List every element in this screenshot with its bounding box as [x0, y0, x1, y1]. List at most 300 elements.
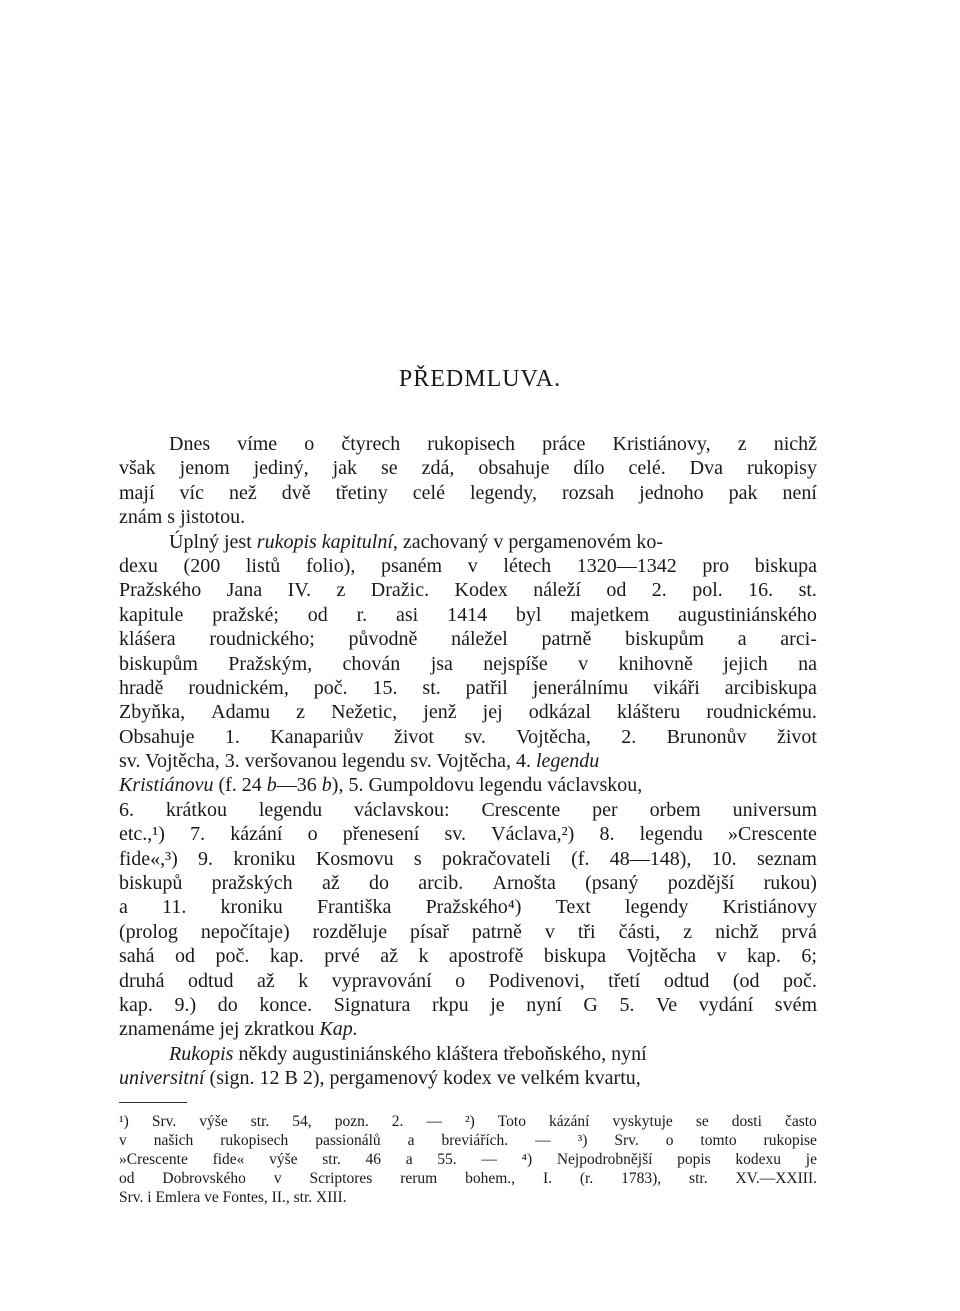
word: 9.: [198, 847, 214, 870]
word: od: [307, 603, 328, 626]
word: jejich: [723, 652, 768, 675]
word: rukopise: [763, 1132, 817, 1149]
word: jednoho: [639, 481, 704, 504]
word: konce.: [259, 993, 313, 1016]
word: sahá: [119, 945, 155, 968]
word: legendu: [258, 798, 323, 821]
text-line: [119, 652, 817, 676]
word: přenesení: [342, 823, 420, 846]
text-line: [119, 847, 817, 871]
word: Pražského: [119, 579, 202, 602]
italic-run: Kap.: [319, 1018, 358, 1041]
word: 15.: [372, 676, 398, 699]
text-line: [119, 944, 817, 968]
word: 55.: [437, 1151, 457, 1168]
word: majetkem: [570, 603, 650, 626]
word: Srv.: [614, 1132, 639, 1149]
word: o: [304, 433, 315, 455]
word: kláśera: [119, 628, 176, 651]
word: v: [273, 1170, 282, 1187]
word: biskupům: [119, 652, 198, 675]
word: roudnickém,: [188, 676, 289, 699]
word: 46: [365, 1151, 381, 1168]
word: —: [426, 1113, 442, 1130]
word: pak: [728, 481, 758, 504]
text-line: [119, 676, 817, 700]
word: víc: [179, 481, 204, 504]
word: sv.: [444, 823, 466, 846]
word: a: [405, 1151, 413, 1168]
word: je: [490, 993, 505, 1016]
word: hradě: [119, 676, 164, 699]
text-run-group: [119, 773, 642, 797]
word: je: [805, 1151, 817, 1168]
word: Kristiánovy: [722, 896, 817, 919]
word: arcibiskupa: [724, 676, 817, 699]
word: do: [368, 872, 389, 895]
word: výše: [269, 1151, 298, 1168]
word: chován: [342, 652, 401, 675]
word: 7.: [190, 823, 206, 846]
word: I.: [542, 1170, 552, 1187]
word: Crescente: [481, 798, 561, 821]
word: prvá: [781, 920, 817, 943]
word: legendy,: [469, 481, 537, 504]
text-line: [119, 871, 817, 895]
word: kap.: [747, 945, 781, 968]
word: G: [583, 993, 598, 1016]
word: písař: [410, 920, 449, 943]
word: (psaný: [585, 872, 639, 895]
word: vikáři: [653, 676, 700, 699]
page-title: PŘEDMLUVA.: [398, 366, 562, 392]
text-line: [119, 725, 817, 749]
text-line: [119, 1017, 817, 1041]
word: fide«,³): [119, 847, 178, 870]
word: roudnického;: [209, 628, 315, 651]
word: per: [592, 798, 618, 821]
word: z: [683, 920, 693, 943]
word: Brunonův: [666, 725, 747, 748]
word: pro: [702, 554, 730, 577]
word: z: [737, 433, 747, 455]
word: nichž: [715, 920, 759, 943]
text-run-group: [119, 749, 599, 773]
word: jediný,: [253, 457, 309, 480]
word: (r.: [579, 1170, 594, 1187]
italic-run: Rukopis: [169, 1042, 234, 1065]
text-line: [119, 895, 817, 919]
word: klášteru: [617, 701, 681, 724]
word: vypravování: [331, 969, 432, 992]
word: biskupa: [754, 554, 817, 577]
word: dílo: [573, 457, 605, 480]
text-line: [119, 969, 817, 993]
word: jak: [332, 457, 358, 480]
word: v: [544, 920, 555, 943]
word: až: [321, 872, 340, 895]
word: kroniku: [220, 896, 283, 919]
word: Obsahuje: [119, 725, 195, 748]
word: patrně: [471, 920, 522, 943]
word: Pražského⁴): [425, 896, 522, 919]
footnote-separator: [119, 1102, 187, 1103]
word: poč.: [782, 969, 817, 992]
word: se: [380, 457, 398, 480]
word: kodexu: [735, 1151, 782, 1168]
word: 48—148),: [609, 847, 692, 870]
word: Zbyňka,: [119, 701, 186, 724]
word: arcib.: [418, 872, 464, 895]
main-text: [119, 432, 817, 1091]
word: (200: [183, 554, 221, 577]
word: biskupa: [543, 945, 607, 968]
word: fide«: [212, 1151, 245, 1168]
text-run: (sign. 12 B 2), pergamenový kodex ve velkém kvartu,: [204, 1067, 641, 1090]
word: rozsah: [561, 481, 615, 504]
word: k: [298, 969, 309, 992]
word: str.: [689, 1170, 708, 1187]
word: patrně: [541, 628, 592, 651]
italic-run: universitní: [119, 1067, 205, 1090]
text-line: [119, 749, 817, 773]
word: 6;: [801, 945, 817, 968]
word: 1414: [447, 603, 488, 626]
text-line: [119, 627, 817, 651]
word: 16.: [748, 579, 774, 602]
word: jenž: [423, 701, 457, 724]
footnotes: [119, 1112, 817, 1207]
word: o: [665, 1132, 674, 1149]
word: st.: [798, 579, 817, 602]
word: etc.,¹): [119, 823, 165, 846]
word: —: [535, 1132, 551, 1149]
word: psaném: [381, 554, 443, 577]
word: 2.: [651, 579, 667, 602]
text-run: Úplný jest: [169, 530, 257, 553]
word: 10.: [711, 847, 737, 870]
italic-run: Kristiánovu: [119, 774, 214, 797]
word: str.: [322, 1151, 341, 1168]
text-run: sv. Vojtěcha, 3. veršovanou legendu sv. Vojtěcha, 4.: [119, 750, 536, 773]
word: str.: [250, 1113, 270, 1130]
word: práce: [542, 433, 586, 455]
text-run: znám s jistotou.: [119, 506, 246, 529]
word: bohem.,: [465, 1170, 516, 1187]
word: až: [380, 945, 398, 968]
word: v: [119, 1132, 127, 1149]
word: náležel: [451, 628, 508, 651]
word: od: [175, 945, 196, 968]
word: z: [336, 579, 346, 602]
word: kap.: [119, 993, 153, 1016]
text-line: [119, 798, 817, 822]
word: byl: [515, 603, 542, 626]
text-run-group: [119, 1066, 641, 1090]
word: vyskytuje: [612, 1113, 673, 1130]
word: od: [606, 579, 627, 602]
word: 54,: [292, 1113, 312, 1130]
word: Arnošta: [492, 872, 556, 895]
word: a: [737, 628, 747, 651]
word: apostrofě: [448, 945, 524, 968]
word: nichž: [773, 433, 817, 455]
word: ⁴): [521, 1151, 533, 1168]
word: Srv.: [151, 1113, 177, 1130]
word: rozděluje: [312, 920, 388, 943]
word: kap.: [269, 945, 304, 968]
text-line: [119, 700, 817, 724]
footnote-line: [119, 1131, 817, 1150]
text-line: [119, 554, 817, 578]
text-run: —36: [276, 774, 322, 797]
word: Dnes: [169, 433, 211, 455]
word: není: [782, 481, 817, 504]
word: svém: [774, 993, 817, 1016]
word: Václava,²): [491, 823, 575, 846]
word: dexu: [119, 554, 158, 577]
word: o: [455, 969, 466, 992]
word: pozdější: [667, 872, 735, 895]
word: 11.: [162, 896, 187, 919]
word: odkázal: [528, 701, 591, 724]
word: r.: [356, 603, 368, 626]
word: Dražic.: [370, 579, 430, 602]
word: nyní: [526, 993, 562, 1016]
word: folio),: [305, 554, 356, 577]
word: Dobrovského: [162, 1170, 246, 1187]
word: život: [393, 725, 434, 748]
text-run: (f. 24: [213, 774, 267, 797]
word: 1.: [224, 725, 240, 748]
word: často: [784, 1113, 817, 1130]
word: Dva: [689, 457, 723, 480]
word: 2.: [621, 725, 637, 748]
word: o: [307, 823, 318, 846]
word: Signatura: [333, 993, 411, 1016]
word: na: [798, 652, 817, 675]
word: Toto: [497, 1113, 526, 1130]
word: Scriptores: [309, 1170, 373, 1187]
word: 2.: [391, 1113, 404, 1130]
word: patřil: [465, 676, 508, 699]
word: pražských: [211, 872, 293, 895]
italic-run: legendu: [535, 750, 600, 773]
text-run: znamenáme jej zkratkou: [119, 1018, 320, 1041]
word: 1783),: [621, 1170, 662, 1187]
word: listů: [245, 554, 281, 577]
word: jenerálnímu: [532, 676, 629, 699]
word: k: [418, 945, 429, 968]
word: Kosmovu: [315, 847, 394, 870]
word: až: [257, 969, 275, 992]
word: Adamu: [211, 701, 271, 724]
word: Kanapariův: [270, 725, 364, 748]
word: třetiny: [335, 481, 388, 504]
word: zdá,: [421, 457, 455, 480]
word: (prolog: [119, 920, 178, 943]
footnote-line: [119, 1150, 817, 1169]
word: Pražským,: [228, 652, 313, 675]
word: »Crescente: [728, 823, 817, 846]
word: odtud: [188, 969, 234, 992]
word: tři: [577, 920, 596, 943]
word: rerum: [400, 1170, 438, 1187]
word: pražské;: [212, 603, 279, 626]
text-line: [119, 456, 817, 480]
word: arci-: [780, 628, 817, 651]
word: Podivenovi,: [488, 969, 585, 992]
word: »Crescente: [119, 1151, 188, 1168]
italic-run: rukopis kapitulní,: [256, 530, 398, 553]
word: legendy: [625, 896, 689, 919]
word: náleží: [533, 579, 581, 602]
word: poč.: [215, 945, 250, 968]
text-run: ), 5. Gumpoldovu legendu václavskou,: [331, 774, 643, 797]
word: Kristiánovy,: [612, 433, 711, 455]
word: breviářích.: [441, 1132, 509, 1149]
word: původně: [348, 628, 418, 651]
word: universum: [732, 798, 817, 821]
word: a: [407, 1132, 415, 1149]
word: biskupů: [119, 872, 183, 895]
word: sv.: [464, 725, 486, 748]
word: Nejpodrobnější: [556, 1151, 653, 1168]
word: odtud: [663, 969, 710, 992]
footnote-line: [119, 1188, 817, 1207]
text-line: [119, 773, 817, 797]
word: 1320—1342: [576, 554, 677, 577]
word: augustiniánského: [678, 603, 817, 626]
word: dvě: [281, 481, 311, 504]
word: kapitule: [119, 603, 184, 626]
word: víme: [237, 433, 278, 455]
word: krátkou: [165, 798, 227, 821]
word: —: [481, 1151, 497, 1168]
word: ¹): [119, 1113, 129, 1130]
word: ³): [577, 1132, 588, 1149]
footnote-line: [119, 1169, 817, 1188]
word: do: [217, 993, 238, 1016]
word: od: [119, 1170, 135, 1187]
word: roudnickému.: [706, 701, 817, 724]
text-line: [119, 578, 817, 602]
text-run: někdy augustiniánského kláštera třeboňského, nyní: [233, 1042, 647, 1065]
word: s: [413, 847, 422, 870]
word: pol.: [692, 579, 723, 602]
word: XV.—XXIII.: [735, 1170, 817, 1187]
italic-run: b: [266, 774, 277, 797]
text-line: [119, 920, 817, 944]
text-line: [119, 822, 817, 846]
text-line: [119, 432, 817, 456]
word: létech: [503, 554, 552, 577]
word: orbem: [649, 798, 701, 821]
word: a: [119, 896, 128, 919]
word: asi: [396, 603, 419, 626]
footnote-line: [119, 1112, 817, 1131]
word: rukopisech: [220, 1132, 289, 1149]
word: passionálů: [315, 1132, 381, 1149]
word: rkpu: [431, 993, 469, 1016]
word: IV.: [287, 579, 312, 602]
word: jsa: [430, 652, 453, 675]
text-line: [119, 993, 817, 1017]
word: z: [296, 701, 306, 724]
text-line: [119, 1066, 817, 1090]
word: Jana: [226, 579, 263, 602]
word: rukopisech: [427, 433, 516, 455]
text-run-group: [169, 1042, 647, 1066]
word: 9.): [174, 993, 197, 1016]
word: rukopisy: [746, 457, 817, 480]
word: (od: [732, 969, 760, 992]
word: ²): [464, 1113, 475, 1130]
word: čtyrech: [341, 433, 401, 455]
word: dosti: [731, 1113, 762, 1130]
word: legendu: [639, 823, 703, 846]
word: 6.: [119, 798, 134, 821]
word: 5.: [619, 993, 635, 1016]
word: celé.: [628, 457, 666, 480]
word: obsahuje: [478, 457, 550, 480]
text-line: [119, 530, 817, 554]
word: Kodex: [454, 579, 508, 602]
word: Nežetic,: [331, 701, 398, 724]
word: části,: [618, 920, 661, 943]
text-run-group: [119, 1017, 358, 1041]
word: václavskou:: [354, 798, 450, 821]
text-run-group: [169, 530, 663, 554]
word: kázání: [230, 823, 283, 846]
word: mají: [119, 481, 155, 504]
word: život: [776, 725, 817, 748]
word: (f.: [571, 847, 590, 870]
text-line: [119, 603, 817, 627]
word: jej: [482, 701, 503, 724]
word: Vojtěcha: [626, 945, 697, 968]
footnote-text: Srv. i Emlera ve Fontes, II., str. XIII.: [119, 1189, 347, 1206]
word: seznam: [756, 847, 817, 870]
word: v: [716, 945, 727, 968]
word: pokračovateli: [441, 847, 551, 870]
word: kázání: [549, 1113, 590, 1130]
word: vydání: [698, 993, 754, 1016]
word: pozn.: [334, 1113, 369, 1130]
word: našich: [153, 1132, 194, 1149]
word: 8.: [599, 823, 615, 846]
word: Ve: [656, 993, 678, 1016]
word: než: [228, 481, 257, 504]
word: jenom: [179, 457, 230, 480]
text-run: zachovaný v pergamenovém ko-: [397, 530, 663, 553]
word: výše: [199, 1113, 228, 1130]
word: rukou): [763, 872, 817, 895]
word: poč.: [313, 676, 348, 699]
word: však: [119, 457, 156, 480]
word: nepočítaje): [200, 920, 290, 943]
text-line: [119, 1042, 817, 1066]
word: st.: [422, 676, 441, 699]
word: popis: [677, 1151, 711, 1168]
word: v: [467, 554, 478, 577]
word: se: [695, 1113, 709, 1130]
word: prvé: [324, 945, 360, 968]
text-line: [119, 481, 817, 505]
word: kroniku: [233, 847, 296, 870]
word: druhá: [119, 969, 165, 992]
word: Vojtěcha,: [516, 725, 591, 748]
